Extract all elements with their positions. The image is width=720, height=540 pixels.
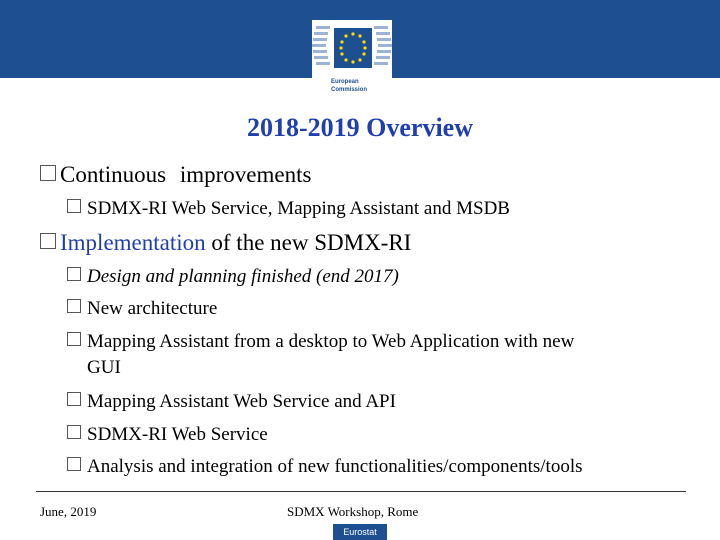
- sub-bullet-design: [67, 265, 399, 289]
- slide-title-text: 2018-2019 Overview: [246, 113, 473, 142]
- square-bullet-icon: [67, 199, 81, 213]
- square-bullet-icon: [40, 165, 56, 181]
- square-bullet-icon: [67, 299, 81, 313]
- bullet1-sub: SDMX-RI Web Service, Mapping Assistant and MSDB: [87, 198, 510, 219]
- sub-bullet-mapping-ws-api: [67, 390, 396, 414]
- square-bullet-icon: [40, 233, 56, 249]
- sub-bullet-analysis: [67, 455, 583, 479]
- bullet2-highlight: Implementation: [60, 230, 206, 255]
- square-bullet-icon: [67, 267, 81, 281]
- logo-line-2: Commission: [331, 87, 368, 93]
- bullet-implementation: [40, 230, 411, 256]
- sub-bullet-mapping-web-app: [67, 330, 574, 354]
- square-bullet-icon: [67, 392, 81, 406]
- logo-wordmark: [331, 78, 391, 94]
- square-bullet-icon: [67, 457, 81, 471]
- square-bullet-icon: [67, 425, 81, 439]
- slide-title: [0, 113, 720, 143]
- bullet2-sub-5: Analysis and integration of new functionalities/components/tools: [87, 456, 583, 477]
- bullet2-sub-0: Design and planning finished (end 2017): [87, 266, 399, 287]
- sub-bullet-mapping-web-app-cont: GUI: [87, 357, 121, 378]
- sub-bullet-architecture: [67, 297, 217, 321]
- eurostat-badge: Eurostat: [333, 524, 387, 540]
- bullet2-sub-2: Mapping Assistant from a desktop to Web Application with new: [87, 331, 575, 352]
- bullet-continuous-improvements: [40, 162, 311, 188]
- footer-event: SDMX Workshop, Rome: [287, 504, 419, 519]
- bullet2-rest: of the new SDMX-RI: [211, 230, 412, 255]
- footer-divider: [36, 491, 686, 492]
- bullet2-sub-4: SDMX-RI Web Service: [87, 424, 268, 445]
- bullet1-label-b: improvements: [179, 162, 312, 187]
- bullet1-label-a: Continuous: [60, 162, 167, 187]
- square-bullet-icon: [67, 332, 81, 346]
- sub-bullet-sdmx-ri-ws: [67, 423, 268, 447]
- bullet2-sub-1: New architecture: [87, 298, 218, 319]
- sub-bullet-web-service: [67, 197, 510, 221]
- footer-date: June, 2019: [40, 504, 97, 519]
- bullet2-sub-3: Mapping Assistant Web Service and API: [87, 391, 396, 412]
- logo-line-1: European: [331, 79, 359, 85]
